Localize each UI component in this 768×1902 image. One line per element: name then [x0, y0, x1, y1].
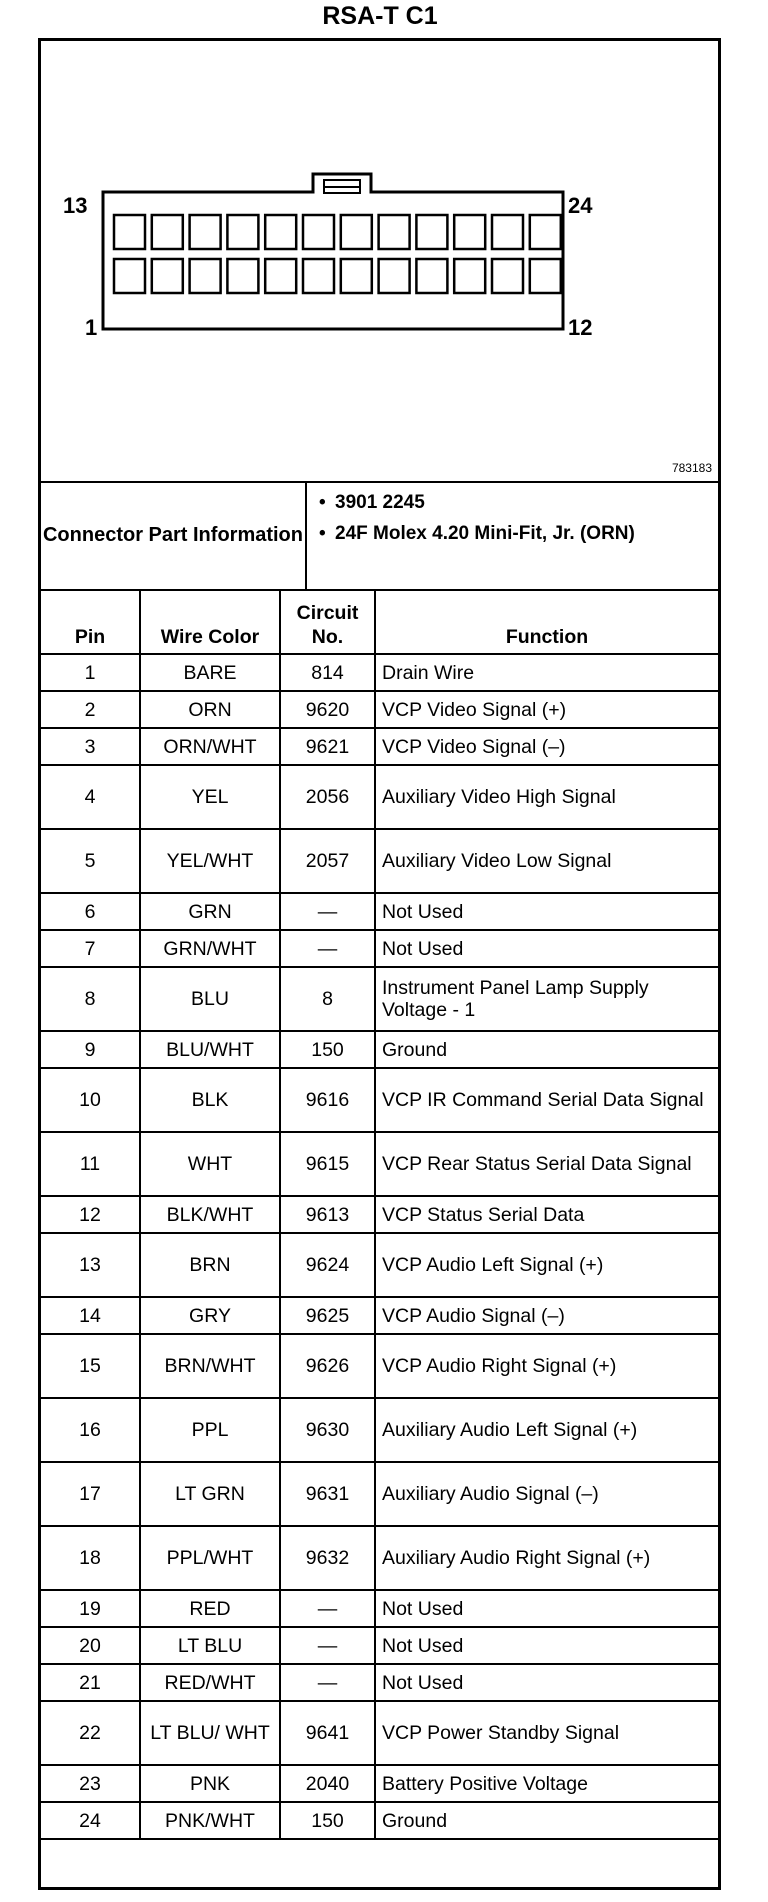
cell-pin: 22 — [41, 1701, 140, 1765]
table-row — [41, 1132, 718, 1196]
cell-function: Auxiliary Video High Signal — [375, 765, 718, 829]
cell-circuit: 9632 — [280, 1526, 375, 1590]
connector-cavity — [416, 215, 447, 249]
cell-function: Ground — [375, 1031, 718, 1068]
cell-pin: 7 — [41, 930, 140, 967]
connector-info-label: Connector Part Information — [41, 481, 307, 589]
cell-function: VCP Audio Right Signal (+) — [375, 1334, 718, 1398]
table-header-row — [41, 589, 718, 654]
cell-wire-color: BLK — [140, 1068, 280, 1132]
cell-function: Not Used — [375, 1627, 718, 1664]
cell-pin: 4 — [41, 765, 140, 829]
connector-housing — [103, 174, 563, 329]
cell-circuit: 9621 — [280, 728, 375, 765]
cell-function: Ground — [375, 1802, 718, 1839]
connector-part-info — [41, 481, 718, 591]
table-row — [41, 1462, 718, 1526]
cell-function: VCP Status Serial Data — [375, 1196, 718, 1233]
pinout-table — [41, 589, 718, 1840]
cell-function: Not Used — [375, 930, 718, 967]
connector-cavity — [379, 215, 410, 249]
cell-pin: 6 — [41, 893, 140, 930]
table-row — [41, 967, 718, 1031]
cell-pin: 3 — [41, 728, 140, 765]
pin-label-13: 13 — [63, 193, 88, 218]
table-row — [41, 1701, 718, 1765]
cell-circuit: 9631 — [280, 1462, 375, 1526]
cell-circuit: 9620 — [280, 691, 375, 728]
table-row — [41, 1526, 718, 1590]
cell-circuit: 2057 — [280, 829, 375, 893]
cell-pin: 8 — [41, 967, 140, 1031]
connector-cavity — [190, 215, 221, 249]
cell-function: Instrument Panel Lamp Supply Voltage - 1 — [375, 967, 718, 1031]
connector-cavity — [454, 259, 485, 293]
cell-pin: 2 — [41, 691, 140, 728]
cell-wire-color: YEL — [140, 765, 280, 829]
cell-function: Auxiliary Audio Right Signal (+) — [375, 1526, 718, 1590]
cell-function: Drain Wire — [375, 654, 718, 691]
cell-function: VCP Power Standby Signal — [375, 1701, 718, 1765]
table-row — [41, 691, 718, 728]
connector-info-list — [307, 481, 718, 589]
cell-pin: 19 — [41, 1590, 140, 1627]
connector-cavity — [190, 259, 221, 293]
cell-pin: 1 — [41, 654, 140, 691]
cell-circuit: — — [280, 893, 375, 930]
connector-cavity — [227, 259, 258, 293]
cell-circuit: 9615 — [280, 1132, 375, 1196]
table-row — [41, 1068, 718, 1132]
connector-cavity — [416, 259, 447, 293]
cell-function: Auxiliary Audio Left Signal (+) — [375, 1398, 718, 1462]
table-row — [41, 1031, 718, 1068]
connector-cavity — [454, 215, 485, 249]
cell-function: VCP Video Signal (–) — [375, 728, 718, 765]
connector-cavity — [303, 215, 334, 249]
cell-wire-color: GRY — [140, 1297, 280, 1334]
cell-wire-color: BLU — [140, 967, 280, 1031]
cell-wire-color: LT BLU/ WHT — [140, 1701, 280, 1765]
cell-function: Auxiliary Video Low Signal — [375, 829, 718, 893]
cell-circuit: 150 — [280, 1802, 375, 1839]
table-row — [41, 893, 718, 930]
cell-circuit: 9626 — [280, 1334, 375, 1398]
connector-cavity — [341, 215, 372, 249]
cell-circuit: 8 — [280, 967, 375, 1031]
table-row — [41, 829, 718, 893]
pin-label-24: 24 — [568, 193, 593, 218]
connector-cavity — [265, 259, 296, 293]
figure-number: 783183 — [671, 461, 712, 475]
cell-pin: 18 — [41, 1526, 140, 1590]
table-row — [41, 1297, 718, 1334]
cell-pin: 23 — [41, 1765, 140, 1802]
cell-circuit: 9624 — [280, 1233, 375, 1297]
cell-circuit: 2056 — [280, 765, 375, 829]
cell-function: Not Used — [375, 893, 718, 930]
cell-wire-color: PPL/WHT — [140, 1526, 280, 1590]
connector-cavity — [530, 215, 561, 249]
header-function: Function — [375, 589, 718, 654]
table-row — [41, 1398, 718, 1462]
cell-circuit: 9625 — [280, 1297, 375, 1334]
cell-function: VCP Audio Left Signal (+) — [375, 1233, 718, 1297]
connector-face-drawing — [41, 41, 718, 481]
header-wire-color: Wire Color — [140, 589, 280, 654]
cell-wire-color: BARE — [140, 654, 280, 691]
cell-wire-color: ORN/WHT — [140, 728, 280, 765]
connector-cavity — [492, 259, 523, 293]
cell-pin: 5 — [41, 829, 140, 893]
cell-wire-color: GRN — [140, 893, 280, 930]
cell-circuit: 9613 — [280, 1196, 375, 1233]
connector-sheet — [38, 38, 721, 1890]
cell-wire-color: PNK/WHT — [140, 1802, 280, 1839]
connector-cavity — [114, 259, 145, 293]
table-row — [41, 1590, 718, 1627]
cell-pin: 9 — [41, 1031, 140, 1068]
cell-wire-color: RED — [140, 1590, 280, 1627]
cell-circuit: 814 — [280, 654, 375, 691]
table-row — [41, 728, 718, 765]
cell-pin: 11 — [41, 1132, 140, 1196]
cell-wire-color: BLK/WHT — [140, 1196, 280, 1233]
header-circuit-no: Circuit No. — [280, 589, 375, 654]
table-row — [41, 1627, 718, 1664]
cell-pin: 13 — [41, 1233, 140, 1297]
connector-cavity — [227, 215, 258, 249]
connector-cavity — [152, 215, 183, 249]
cell-wire-color: BLU/WHT — [140, 1031, 280, 1068]
cell-pin: 14 — [41, 1297, 140, 1334]
cell-wire-color: LT GRN — [140, 1462, 280, 1526]
cell-circuit: 9616 — [280, 1068, 375, 1132]
table-row — [41, 654, 718, 691]
connector-cavity — [530, 259, 561, 293]
cell-wire-color: BRN — [140, 1233, 280, 1297]
cell-wire-color: PNK — [140, 1765, 280, 1802]
table-row — [41, 1334, 718, 1398]
cell-circuit: — — [280, 1590, 375, 1627]
connector-cavity — [265, 215, 296, 249]
pin-label-12: 12 — [568, 315, 593, 340]
cell-circuit: — — [280, 1664, 375, 1701]
cell-wire-color: ORN — [140, 691, 280, 728]
cell-pin: 12 — [41, 1196, 140, 1233]
table-row — [41, 1664, 718, 1701]
header-pin: Pin — [41, 589, 140, 654]
table-row — [41, 1196, 718, 1233]
connector-cavity — [379, 259, 410, 293]
cell-wire-color: WHT — [140, 1132, 280, 1196]
cell-circuit: — — [280, 1627, 375, 1664]
connector-diagram — [41, 41, 718, 483]
cell-pin: 24 — [41, 1802, 140, 1839]
connector-cavity — [492, 215, 523, 249]
cell-pin: 21 — [41, 1664, 140, 1701]
cell-function: Not Used — [375, 1664, 718, 1701]
cell-wire-color: BRN/WHT — [140, 1334, 280, 1398]
connector-info-item: • 3901 2245 — [319, 492, 425, 513]
cell-pin: 15 — [41, 1334, 140, 1398]
table-row — [41, 765, 718, 829]
cell-wire-color: GRN/WHT — [140, 930, 280, 967]
table-row — [41, 1765, 718, 1802]
cell-circuit: 9630 — [280, 1398, 375, 1462]
cell-function: Auxiliary Audio Signal (–) — [375, 1462, 718, 1526]
cell-pin: 17 — [41, 1462, 140, 1526]
cell-circuit: 150 — [280, 1031, 375, 1068]
cell-function: VCP IR Command Serial Data Signal — [375, 1068, 718, 1132]
cell-pin: 10 — [41, 1068, 140, 1132]
table-row — [41, 930, 718, 967]
pin-label-1: 1 — [85, 315, 98, 340]
cell-circuit: — — [280, 930, 375, 967]
connector-cavity — [303, 259, 334, 293]
cell-function: Battery Positive Voltage — [375, 1765, 718, 1802]
cell-function: Not Used — [375, 1590, 718, 1627]
cell-circuit: 2040 — [280, 1765, 375, 1802]
cell-wire-color: YEL/WHT — [140, 829, 280, 893]
cell-function: VCP Rear Status Serial Data Signal — [375, 1132, 718, 1196]
page-title: RSA-T C1 — [322, 2, 438, 30]
cell-function: VCP Video Signal (+) — [375, 691, 718, 728]
table-row — [41, 1802, 718, 1839]
table-row — [41, 1233, 718, 1297]
cell-wire-color: LT BLU — [140, 1627, 280, 1664]
cell-pin: 16 — [41, 1398, 140, 1462]
cell-wire-color: PPL — [140, 1398, 280, 1462]
connector-cavity — [152, 259, 183, 293]
cell-circuit: 9641 — [280, 1701, 375, 1765]
cell-pin: 20 — [41, 1627, 140, 1664]
cell-wire-color: RED/WHT — [140, 1664, 280, 1701]
cell-function: VCP Audio Signal (–) — [375, 1297, 718, 1334]
connector-cavity — [341, 259, 372, 293]
connector-cavity — [114, 215, 145, 249]
connector-info-item: • 24F Molex 4.20 Mini-Fit, Jr. (ORN) — [319, 523, 635, 544]
